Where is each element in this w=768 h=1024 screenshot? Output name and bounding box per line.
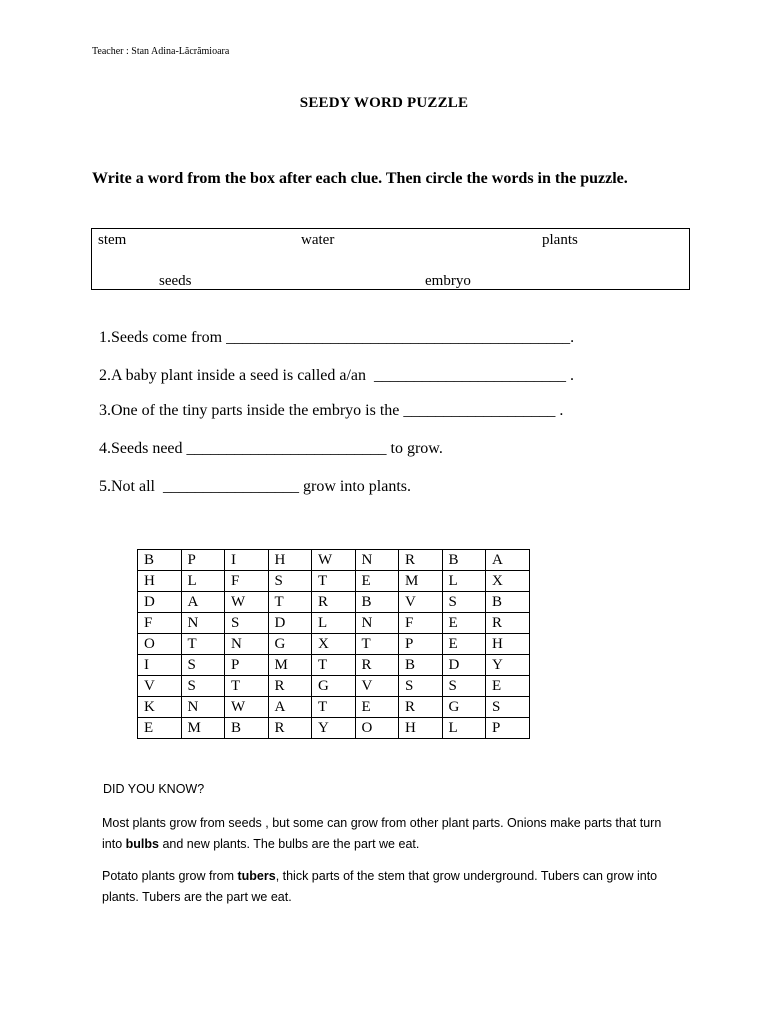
grid-cell: S <box>181 676 225 697</box>
grid-cell: W <box>225 592 269 613</box>
grid-cell: A <box>181 592 225 613</box>
grid-row <box>138 613 530 634</box>
did-you-know-paragraph-2: Potato plants grow from tubers, thick parts of the stem that grow underground. Tubers can grow into plants. Tubers are the part we eat. <box>102 869 658 904</box>
grid-row <box>138 634 530 655</box>
grid-cell: Y <box>312 718 356 739</box>
grid-cell: P <box>486 718 530 739</box>
grid-cell: A <box>268 697 312 718</box>
page-title: SEEDY WORD PUZZLE <box>299 95 469 111</box>
grid-row <box>138 592 530 613</box>
grid-cell: B <box>399 655 443 676</box>
grid-cell: P <box>225 655 269 676</box>
grid-cell: B <box>442 550 486 571</box>
grid-cell: E <box>355 571 399 592</box>
grid-cell: S <box>399 676 443 697</box>
clue-4: 4.Seeds need _________________________ to grow. <box>99 440 443 457</box>
clue-5: 5.Not all _________________ grow into plants. <box>99 478 411 495</box>
grid-cell: L <box>442 718 486 739</box>
grid-cell: M <box>399 571 443 592</box>
instructions: Write a word from the box after each clue. Then circle the words in the puzzle. <box>92 170 628 187</box>
grid-cell: F <box>138 613 182 634</box>
grid-row <box>138 697 530 718</box>
clue-1: 1.Seeds come from ___________________________________________. <box>99 329 575 346</box>
grid-cell: B <box>138 550 182 571</box>
grid-cell: I <box>225 550 269 571</box>
grid-cell: V <box>399 592 443 613</box>
grid-cell: K <box>138 697 182 718</box>
grid-cell: P <box>181 550 225 571</box>
grid-cell: T <box>312 697 356 718</box>
grid-cell: W <box>312 550 356 571</box>
word-box-item: water <box>301 232 335 248</box>
word-search-grid <box>137 549 530 739</box>
grid-cell: N <box>355 613 399 634</box>
grid-cell: S <box>225 613 269 634</box>
bold-term-tubers: tubers <box>237 869 276 883</box>
grid-cell: E <box>486 676 530 697</box>
grid-cell: F <box>399 613 443 634</box>
did-you-know-heading: DID YOU KNOW? <box>103 782 205 796</box>
grid-row <box>138 718 530 739</box>
grid-cell: E <box>442 634 486 655</box>
grid-cell: B <box>225 718 269 739</box>
grid-cell: G <box>312 676 356 697</box>
grid-cell: G <box>268 634 312 655</box>
grid-cell: P <box>399 634 443 655</box>
grid-cell: A <box>486 550 530 571</box>
grid-cell: B <box>486 592 530 613</box>
grid-cell: S <box>442 592 486 613</box>
grid-cell: Y <box>486 655 530 676</box>
grid-row <box>138 550 530 571</box>
grid-cell: D <box>138 592 182 613</box>
grid-cell: T <box>225 676 269 697</box>
grid-cell: R <box>268 718 312 739</box>
grid-cell: S <box>442 676 486 697</box>
word-box-item: embryo <box>425 273 471 289</box>
grid-cell: E <box>138 718 182 739</box>
grid-cell: N <box>225 634 269 655</box>
teacher-name: Teacher : Stan Adina-Lăcrămioara <box>92 46 230 57</box>
grid-cell: S <box>486 697 530 718</box>
grid-cell: S <box>268 571 312 592</box>
grid-cell: R <box>399 697 443 718</box>
grid-cell: T <box>268 592 312 613</box>
clue-2: 2.A baby plant inside a seed is called a/an ________________________ . <box>99 367 575 384</box>
grid-cell: H <box>486 634 530 655</box>
grid-cell: R <box>486 613 530 634</box>
grid-cell: F <box>225 571 269 592</box>
grid-cell: O <box>355 718 399 739</box>
grid-cell: L <box>312 613 356 634</box>
grid-cell: G <box>442 697 486 718</box>
grid-cell: O <box>138 634 182 655</box>
word-box-item: plants <box>542 232 578 248</box>
grid-cell: R <box>312 592 356 613</box>
clue-3: 3.One of the tiny parts inside the embryo is the ___________________ . <box>99 402 564 419</box>
grid-cell: T <box>312 571 356 592</box>
grid-cell: N <box>181 697 225 718</box>
grid-row <box>138 676 530 697</box>
grid-cell: R <box>355 655 399 676</box>
grid-cell: S <box>181 655 225 676</box>
grid-cell: E <box>355 697 399 718</box>
grid-cell: N <box>355 550 399 571</box>
grid-cell: M <box>268 655 312 676</box>
word-box-item: stem <box>98 232 127 248</box>
grid-cell: N <box>181 613 225 634</box>
grid-cell: T <box>181 634 225 655</box>
grid-cell: E <box>442 613 486 634</box>
grid-cell: H <box>399 718 443 739</box>
grid-cell: V <box>355 676 399 697</box>
grid-cell: H <box>138 571 182 592</box>
word-box-item: seeds <box>159 273 192 289</box>
grid-cell: V <box>138 676 182 697</box>
grid-cell: I <box>138 655 182 676</box>
bold-term-bulbs: bulbs <box>125 837 159 851</box>
word-box <box>91 228 690 290</box>
grid-cell: D <box>442 655 486 676</box>
grid-cell: W <box>225 697 269 718</box>
did-you-know-paragraph-1: Most plants grow from seeds , but some can grow from other plant parts. Onions make parts that turn into bulbs and new plants. The bulbs are the part we eat. <box>102 816 662 851</box>
grid-cell: M <box>181 718 225 739</box>
grid-row <box>138 655 530 676</box>
grid-cell: R <box>399 550 443 571</box>
grid-cell: R <box>268 676 312 697</box>
grid-cell: H <box>268 550 312 571</box>
grid-cell: D <box>268 613 312 634</box>
grid-cell: B <box>355 592 399 613</box>
grid-cell: L <box>181 571 225 592</box>
grid-cell: T <box>355 634 399 655</box>
grid-cell: X <box>312 634 356 655</box>
grid-cell: X <box>486 571 530 592</box>
grid-cell: L <box>442 571 486 592</box>
grid-row <box>138 571 530 592</box>
grid-cell: T <box>312 655 356 676</box>
